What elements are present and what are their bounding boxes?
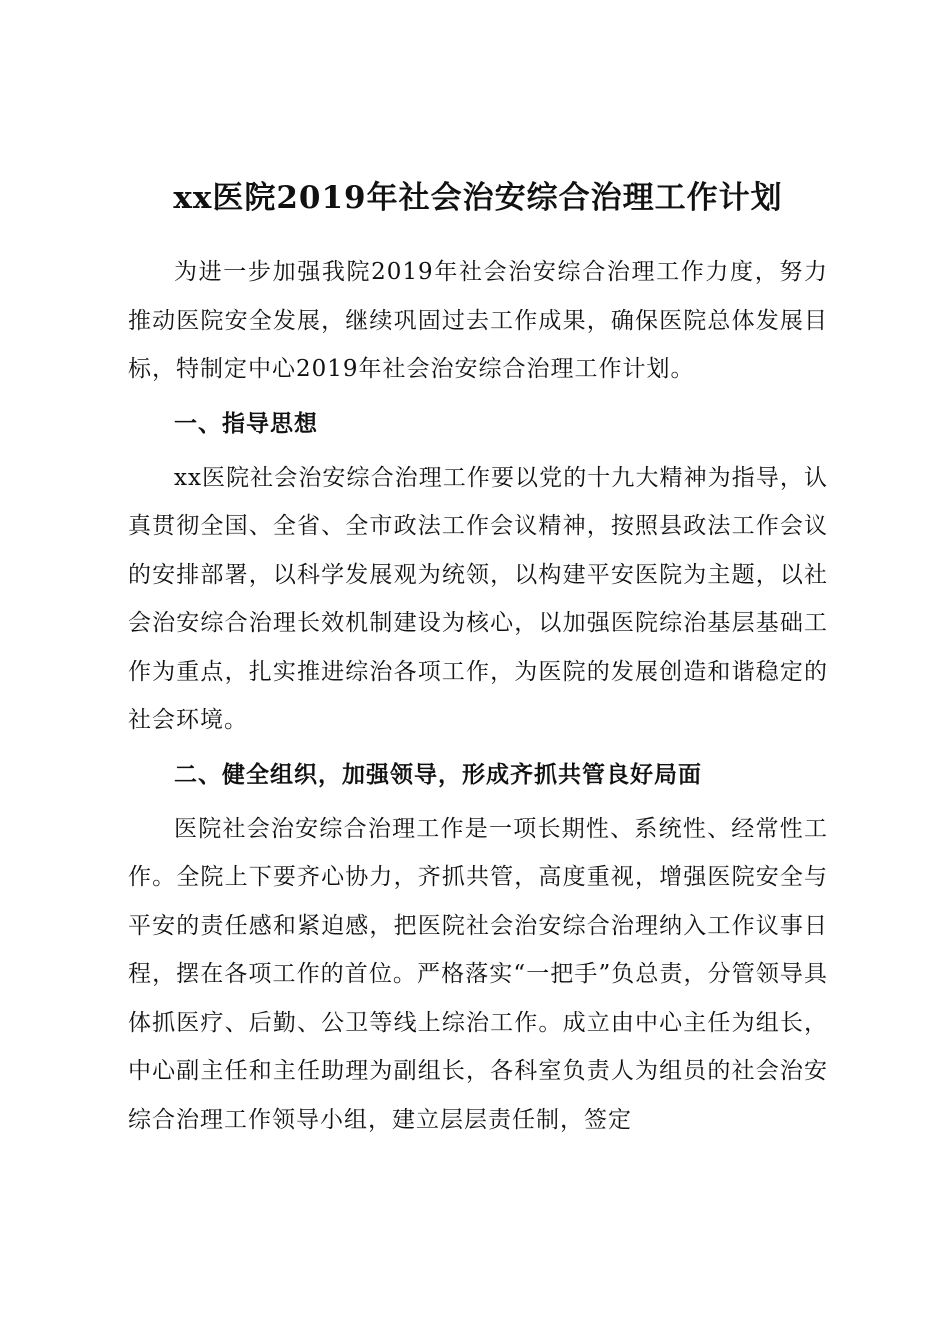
section-heading-guiding-ideology: 一、指导思想 (174, 410, 318, 437)
document-title: xx医院2019年社会治安综合治理工作计划 (173, 180, 783, 216)
section-body-guiding-ideology: xx医院社会治安综合治理工作要以党的十九大精神为指导，认真贯彻全国、全省、全市政法工作会议精神，按照县政法工作会议的安排部署，以科学发展观为统领，以构建平安医院为主题，以社会治安综合治理长效机制建设为核心，以加强医院综治基层基础工作为重点，扎实推进综治各项工作，为医院的发展创造和谐稳定的社会环境。 (128, 464, 828, 733)
section-body-organization: 医院社会治安综合治理工作是一项长期性、系统性、经常性工作。全院上下要齐心协力，齐抓共管，高度重视，增强医院安全与平安的责任感和紧迫感，把医院社会治安综合治理纳入工作议事日程，摆在各项工作的首位。严格落实“一把手”负总责，分管领导具体抓医疗、后勤、公卫等线上综治工作。成立由中心主任为组长，中心副主任和主任助理为副组长，各科室负责人为组员的社会治安综合治理工作领导小组，建立层层责任制，签定 (128, 815, 828, 1133)
intro-paragraph: 为进一步加强我院2019年社会治安综合治理工作力度，努力推动医院安全发展，继续巩固过去工作成果，确保医院总体发展目标，特制定中心2019年社会治安综合治理工作计划。 (128, 259, 828, 382)
document-content (128, 172, 828, 1150)
section-heading-organization: 二、健全组织，加强领导，形成齐抓共管良好局面 (174, 761, 702, 788)
